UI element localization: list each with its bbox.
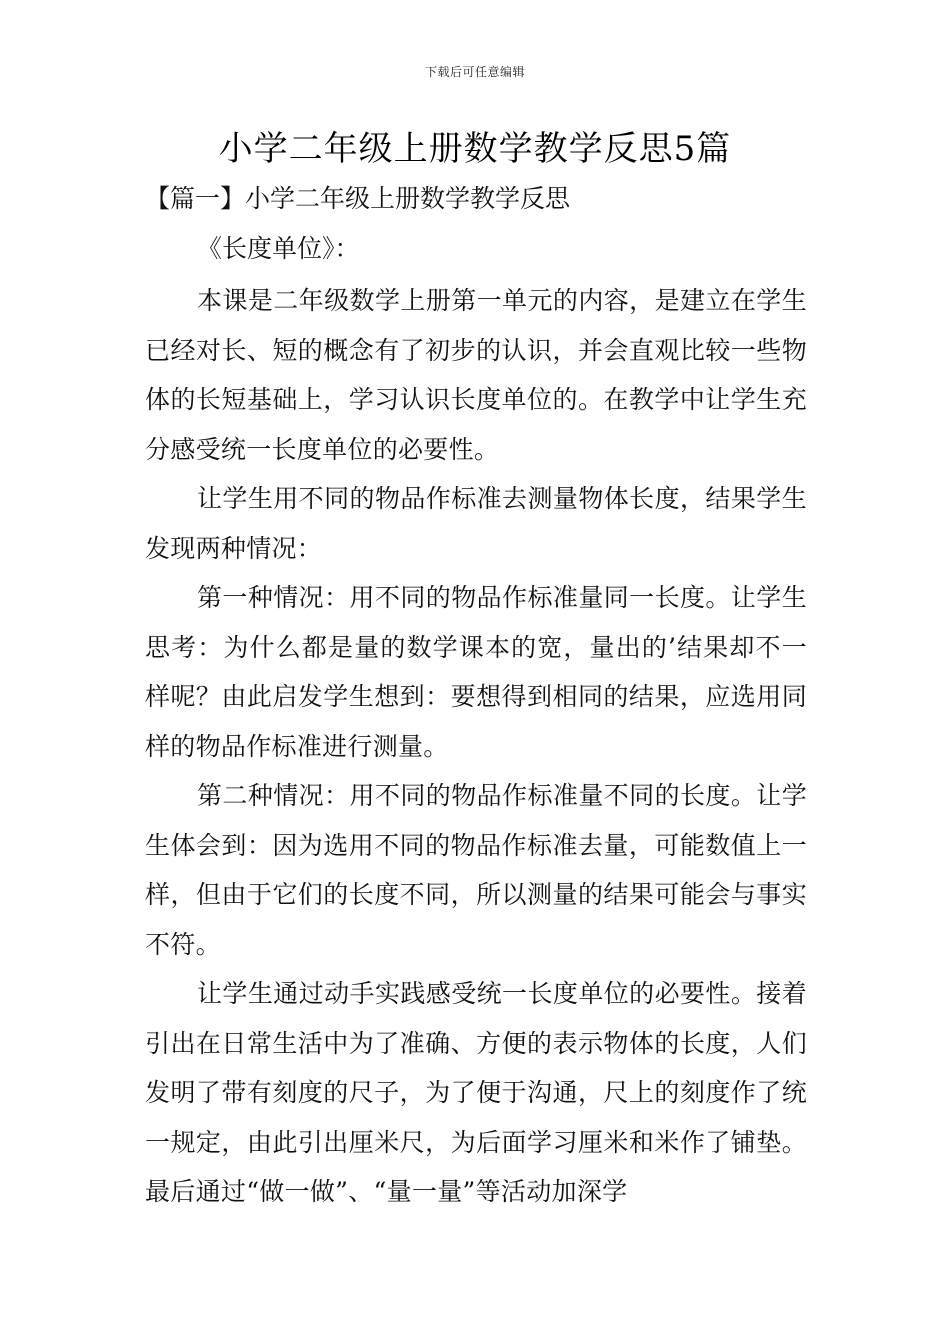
paragraph: 第二种情况：用不同的物品作标准量不同的长度。让学生体会到：因为选用不同的物品作标准去量，可能数值上一样，但由于它们的长度不同，所以测量的结果可能会与事实不符。 xyxy=(145,781,807,959)
paragraph: 第一种情况：用不同的物品作标准量同一长度。让学生思考：为什么都是量的数学课本的宽，量出的’结果却不一样呢？由此启发学生想到：要想得到相同的结果，应选用同样的物品作标准进行测量。 xyxy=(145,583,807,761)
paragraph: 让学生通过动手实践感受统一长度单位的必要性。接着引出在日常生活中为了准确、方便的表示物体的长度，人们发明了带有刻度的尺子，为了便于沟通，尺上的刻度作了统一规定，由此引出厘米尺，为后面学习厘米和米作了铺垫。最后通过“做一做”、“量一量”等活动加深学 xyxy=(145,979,807,1206)
paragraph: 本课是二年级数学上册第一单元的内容，是建立在学生已经对长、短的概念有了初步的认识，并会直观比较一些物体的长短基础上，学习认识长度单位的。在教学中让学生充分感受统一长度单位的必要性。 xyxy=(145,286,807,464)
document-body xyxy=(145,276,807,1217)
paragraph: 让学生用不同的物品作标准去测量物体长度，结果学生发现两种情况： xyxy=(145,484,807,563)
section-heading: 【篇一】小学二年级上册数学教学反思 xyxy=(145,184,571,213)
header-note: 下载后可任意编辑 xyxy=(424,65,525,79)
document-title: 小学二年级上册数学教学反思5篇 xyxy=(218,129,732,169)
lesson-subheading: 《长度单位》： xyxy=(197,234,360,263)
